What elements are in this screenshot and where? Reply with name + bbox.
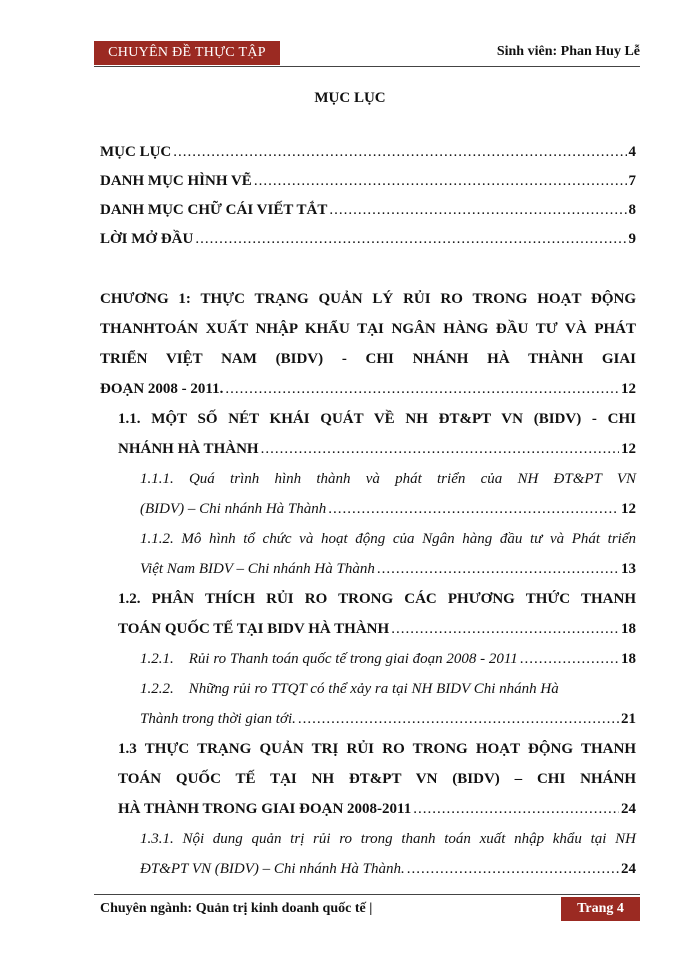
toc-entry-text: LỜI MỞ ĐẦU <box>100 231 194 247</box>
toc-page-number: 4 <box>628 144 636 160</box>
toc-page-number: 18 <box>621 621 636 637</box>
toc-page-number: 8 <box>628 202 636 218</box>
dot-leader <box>391 614 619 644</box>
dot-leader <box>328 494 619 524</box>
toc-entry-text: 1.1. MỘT SỐ NÉT KHÁI QUÁT VỀ NH ĐT&PT VN (BIDV) - CHI <box>118 411 636 427</box>
dot-leader <box>173 138 626 167</box>
header-student-name: Sinh viên: Phan Huy Lễ <box>496 44 640 59</box>
toc-entry-muc-luc[interactable] <box>100 138 636 167</box>
footer-major: Chuyên ngành: Quản trị kinh doanh quốc tế | <box>100 901 373 916</box>
dot-leader <box>254 167 627 196</box>
toc-page-number: 9 <box>628 231 636 247</box>
toc-entry-text-last: ĐOẠN 2008 - 2011. <box>100 381 224 397</box>
toc-page-number: 13 <box>621 561 636 577</box>
toc-entry-text: CHƯƠNG 1: THỰC TRẠNG QUẢN LÝ RỦI RO TRONG HOẠT ĐỘNG THANHTOÁN XUẤT NHẬP KHẨU TẠI NGÂN HÀNG ĐẦU TƯ VÀ PHÁT TRIỂN VIỆT NAM (BIDV) - CHI NHÁNH HÀ THÀNH GIAI <box>100 291 636 367</box>
dot-leader <box>407 854 619 884</box>
toc-entry-chapter-1[interactable] <box>100 284 636 404</box>
dot-leader <box>225 374 619 404</box>
toc-entry-text-last: HÀ THÀNH TRONG GIAI ĐOẠN 2008-2011 <box>118 801 412 817</box>
toc-entry-text: 1.3 THỰC TRẠNG QUẢN TRỊ RỦI RO TRONG HOẠT ĐỘNG THANH TOÁN QUỐC TẾ TẠI NH ĐT&PT VN (BIDV) – CHI NHÁNH <box>118 741 636 787</box>
toc-page-number: 21 <box>621 711 636 727</box>
toc-entry-text: DANH MỤC CHỮ CÁI VIẾT TẮT <box>100 202 328 218</box>
toc-entry-1-2[interactable] <box>100 584 636 644</box>
toc-entry-text: 1.1.1. Quá trình hình thành và phát triển của NH ĐT&PT VN <box>140 471 636 487</box>
toc-entry-text-last: TOÁN QUỐC TẾ TẠI BIDV HÀ THÀNH <box>118 621 390 637</box>
dot-leader <box>195 225 626 254</box>
toc-entry-1-3-1[interactable] <box>100 824 636 884</box>
toc-entry-1-3[interactable] <box>100 734 636 824</box>
dot-leader <box>329 196 626 225</box>
toc-page-number: 18 <box>621 651 636 667</box>
toc-entry-text: 1.3.1. Nội dung quản trị rủi ro trong thanh toán xuất nhập khẩu tại NH <box>140 831 636 847</box>
toc-entry-danh-muc-hinh-ve[interactable] <box>100 167 636 196</box>
toc-page-number: 24 <box>621 861 636 877</box>
toc-entry-text-last: NHÁNH HÀ THÀNH <box>118 441 259 457</box>
toc-entry-text-last: Việt Nam BIDV – Chi nhánh Hà Thành <box>140 561 375 577</box>
dot-leader <box>261 434 619 464</box>
toc-entry-text: 1.2.1. Rủi ro Thanh toán quốc tế trong giai đoạn 2008 - 2011 <box>140 651 518 667</box>
toc-entry-1-1[interactable] <box>100 404 636 464</box>
toc-entry-1-1-1[interactable] <box>100 464 636 524</box>
toc-entry-1-1-2[interactable] <box>100 524 636 584</box>
header-divider <box>94 66 640 67</box>
header-badge: CHUYÊN ĐỀ THỰC TẬP <box>94 41 280 65</box>
toc-entry-1-2-2[interactable] <box>100 674 636 734</box>
toc-entry-chu-viet-tat[interactable] <box>100 196 636 225</box>
dot-leader <box>520 644 619 674</box>
toc-page-number: 7 <box>628 173 636 189</box>
toc-page-number: 12 <box>621 501 636 517</box>
footer-page-badge: Trang 4 <box>561 897 640 921</box>
toc-entry-loi-mo-dau[interactable] <box>100 225 636 254</box>
toc-entry-text: DANH MỤC HÌNH VẼ <box>100 173 252 189</box>
toc-entry-text-last: (BIDV) – Chi nhánh Hà Thành <box>140 501 327 517</box>
toc-entry-text-last: ĐT&PT VN (BIDV) – Chi nhánh Hà Thành. <box>140 861 405 877</box>
toc-entry-1-2-1[interactable] <box>100 644 636 674</box>
dot-leader <box>298 704 619 734</box>
page-title: MỤC LỤC <box>314 90 386 106</box>
dot-leader <box>377 554 619 584</box>
toc-entry-text-last: Thành trong thời gian tới. <box>140 711 296 727</box>
toc-page-number: 12 <box>621 441 636 457</box>
toc-entry-text: MỤC LỤC <box>100 144 172 160</box>
table-of-contents <box>100 138 636 884</box>
toc-page-number: 12 <box>621 381 636 397</box>
toc-entry-text: 1.2. PHÂN THÍCH RỦI RO TRONG CÁC PHƯƠNG THỨC THANH <box>118 591 636 607</box>
dot-leader <box>413 794 619 824</box>
toc-entry-text: 1.1.2. Mô hình tổ chức và hoạt động của Ngân hàng đầu tư và Phát triển <box>140 531 636 547</box>
toc-entry-text: 1.2.2. Những rủi ro TTQT có thể xảy ra tại NH BIDV Chi nhánh Hà <box>140 681 559 697</box>
toc-page-number: 24 <box>621 801 636 817</box>
footer-divider <box>94 894 640 895</box>
